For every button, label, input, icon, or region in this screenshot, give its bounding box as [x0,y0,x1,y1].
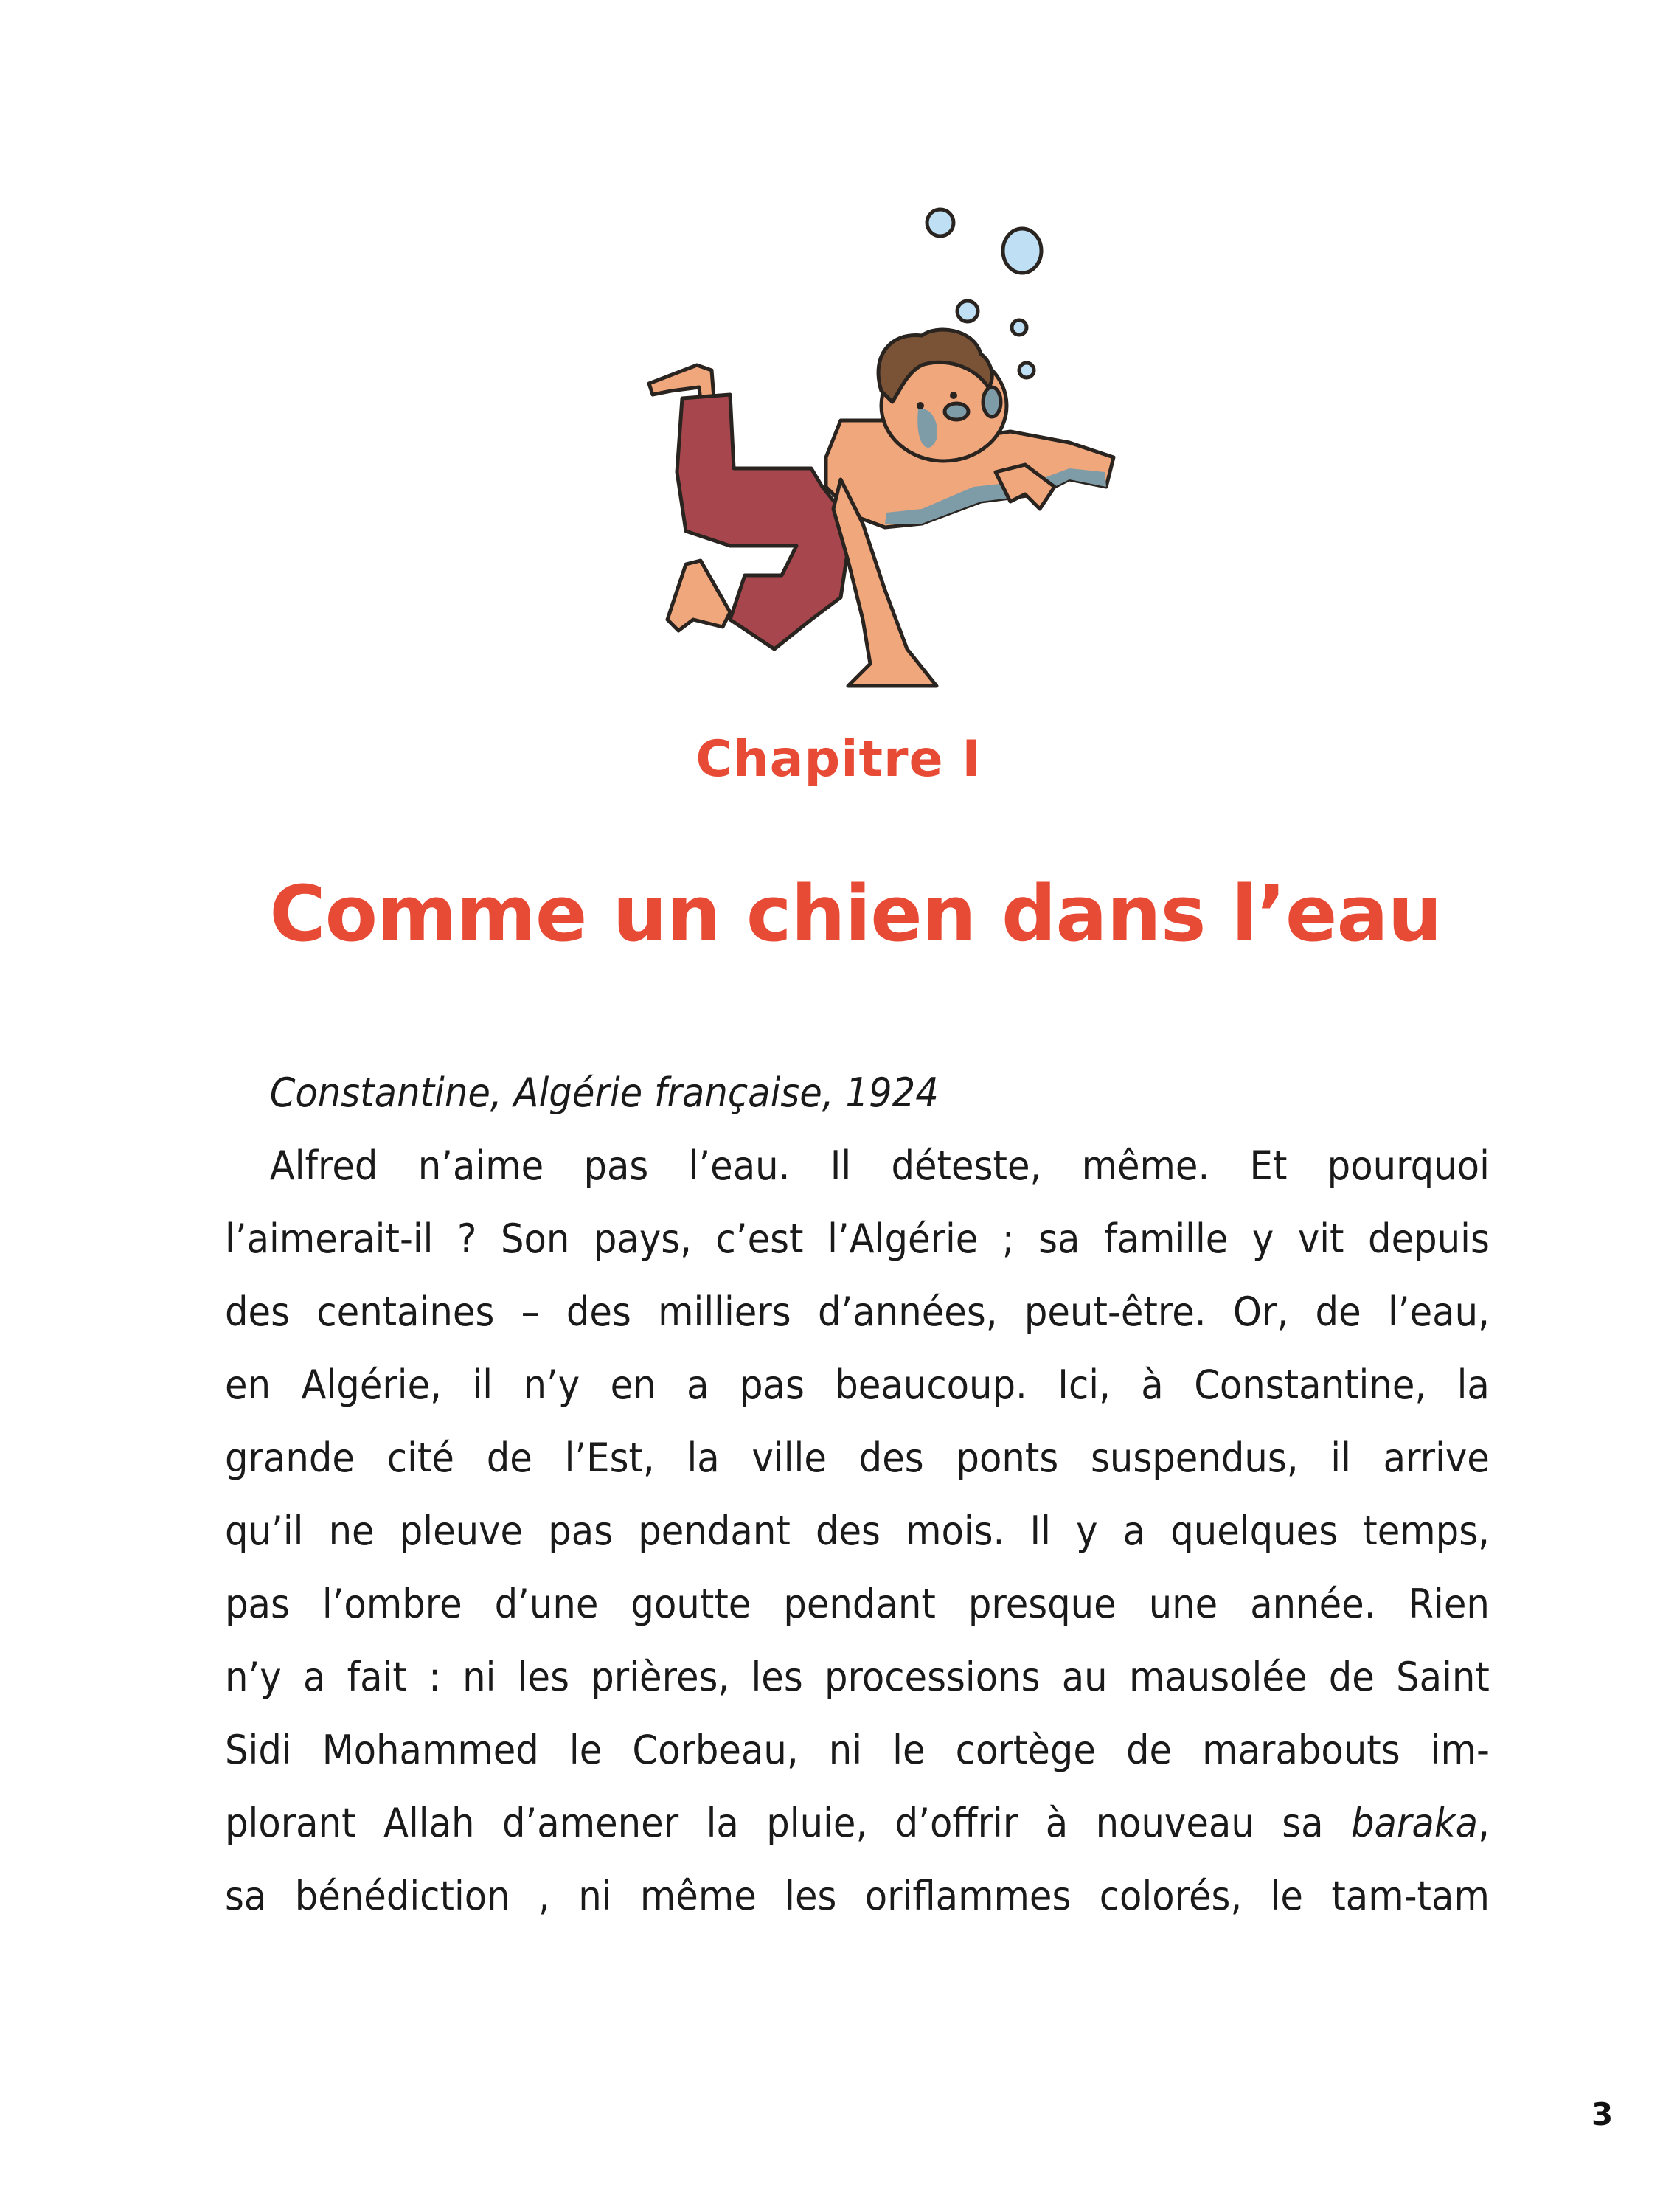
line-text: plorant Allah d’amener la pluie, d’offrir à nouveau sa [225,1800,1352,1846]
paragraph-line: n’y a fait : ni les prières, les processions au mausolée de Saint [225,1654,1490,1700]
line-punctuation: , [1478,1800,1490,1846]
swimming-boy-icon [627,177,1158,708]
dateline-text: Constantine, Algérie française, 1924 [269,1069,939,1116]
paragraph-line: grande cité de l’Est, la ville des ponts suspendus, il arrive [225,1435,1490,1481]
italic-word: baraka [1351,1800,1479,1846]
paragraph-line: l’aimerait-il ? Son pays, c’est l’Algérie ; sa famille y vit depuis [225,1216,1490,1262]
page-number: 3 [1591,2096,1614,2132]
chapter-title: Comme un chien dans l’eau [269,869,1442,959]
body-text [225,1056,1490,1932]
paragraph-line: sa bénédiction , ni même les oriflammes colorés, le tam-tam [225,1873,1490,1919]
paragraph-line: des centaines – des milliers d’années, peut-être. Or, de l’eau, [225,1289,1490,1335]
dateline [225,1056,1490,1129]
paragraph-line: Sidi Mohammed le Corbeau, ni le cortège de marabouts im- [225,1727,1490,1773]
chapter-label: Chapitre I [695,730,982,788]
paragraph-line: pas l’ombre d’une goutte pendant presque une année. Rien [225,1581,1490,1627]
paragraph-line [225,1786,1490,1859]
paragraph-line: Alfred n’aime pas l’eau. Il déteste, même. Et pourquoi [269,1143,1490,1189]
paragraph-line: qu’il ne pleuve pas pendant des mois. Il y a quelques temps, [225,1508,1490,1554]
chapter-illustration [627,177,1158,708]
paragraph-line: en Algérie, il n’y en a pas beaucoup. Ici, à Constantine, la [225,1362,1490,1408]
